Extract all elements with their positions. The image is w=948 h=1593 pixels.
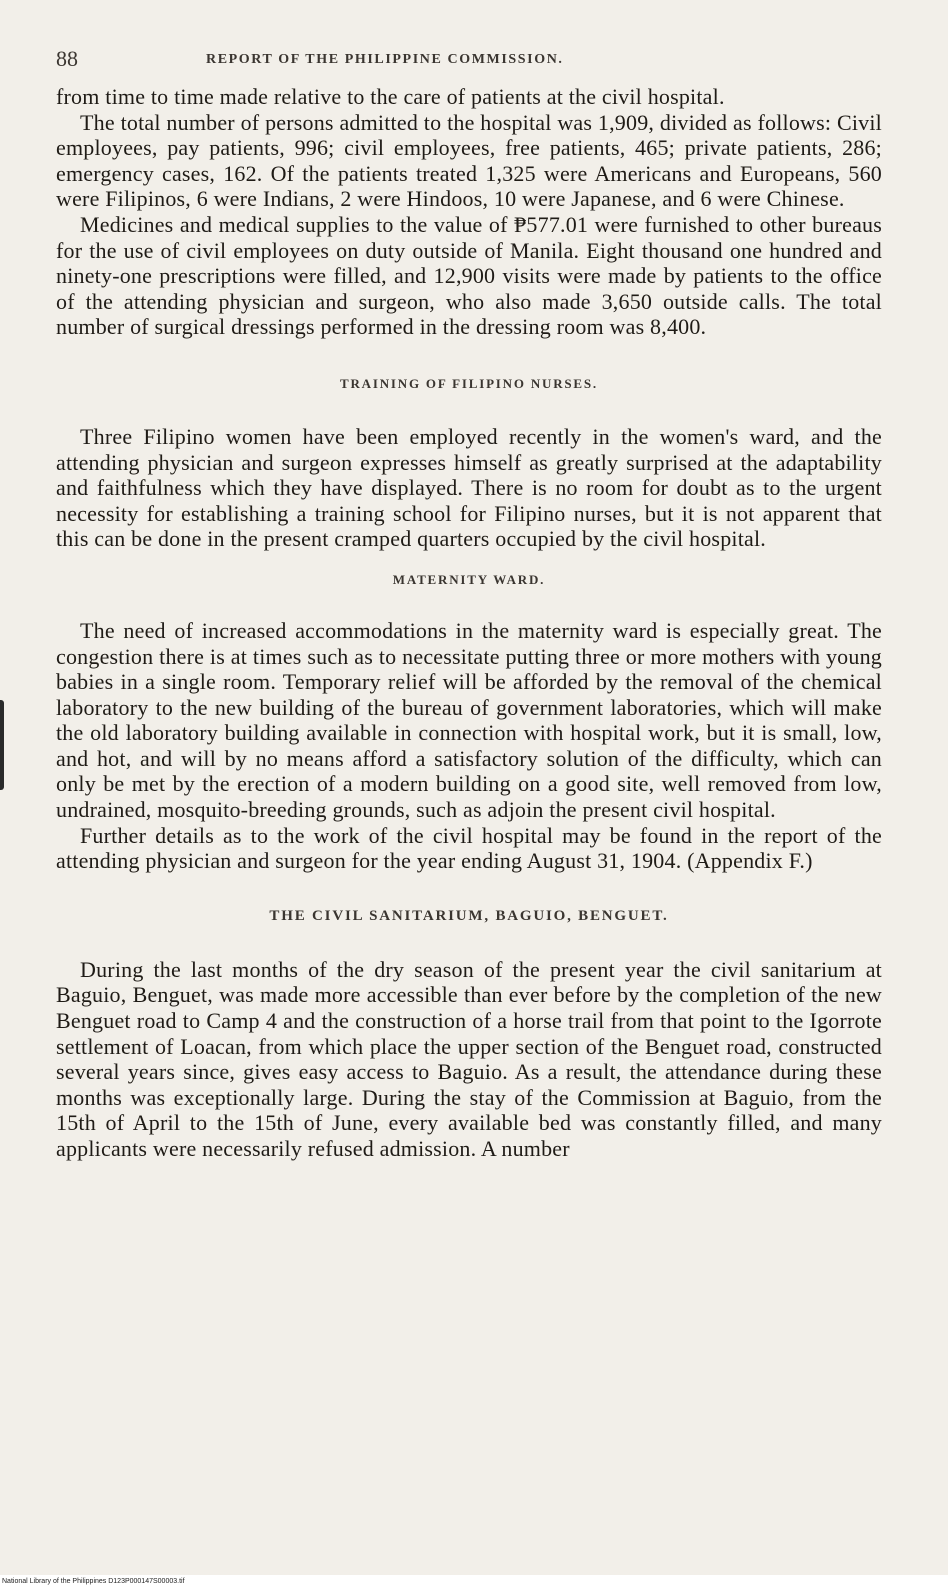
page-content [56,46,882,1162]
paragraph-continued: from time to time made relative to the care of patients at the civil hospital. [56,84,725,109]
scan-edge-shadow [0,700,4,790]
paragraph-civil-sanitarium: During the last months of the dry season of the present year the civil sanitarium at Baguio, Benguet, was made more accessible than ever before by the completion of the new Benguet road to Camp 4 and the construction of a horse trail from that point to the Igorrote settlement of Loacan, from which place the upper section of the Benguet road, constructed several years since, gives easy access to Baguio. As a result, the attendance during these months was exceptionally large. During the stay of the Commission at Baguio, from the 15th of April to the 15th of June, every available bed was constantly filled, and many applicants were necessarily refused admission. A number [56,956,882,1161]
heading-civil-sanitarium: THE CIVIL SANITARIUM, BAGUIO, BENGUET. [269,907,669,924]
paragraph-maternity-ward: The need of increased accommodations in the maternity ward is especially great. The congestion there is at times such as to necessitate putting three or more mothers with young babies in a single room. Temporary relief will be afforded by the removal of the chemical laboratory to the new building of the bureau of government laboratories, which will make the old laboratory building available in connection with hospital work, but it is small, low, and hot, and will by no means afford a satisfactory solution of the difficulty, which can only be met by the erection of a modern building on a good site, well removed from low, undrained, mosquito-breeding grounds, such as adjoin the present civil hospital. [56,617,882,823]
running-title: REPORT OF THE PHILIPPINE COMMISSION. [206,52,564,67]
paragraph-admissions: The total number of persons admitted to the hospital was 1,909, divided as follows: Civil employees, pay patients, 996; civil employees, free patients, 465; private patients, 286; emergency cases, 162. Of the patients treated 1,325 were Americans and Europeans, 560 were Filipinos, 6 were Indians, 2 were Hindoos, 10 were Japanese, and 6 were Chinese. [56,109,882,212]
page-number: 88 [56,46,78,71]
heading-maternity-ward: MATERNITY WARD. [392,571,546,587]
heading-training-nurses: TRAINING OF FILIPINO NURSES. [340,375,598,391]
paragraph-training-nurses: Three Filipino women have been employed recently in the women's ward, and the attending physician and surgeon expresses himself as greatly surprised at the adaptability and faithfulness which they have displayed. There is no room for doubt as to the urgent necessity for establishing a training school for Filipino nurses, but it is not apparent that this can be done in the present cramped quarters occupied by the civil hospital. [56,423,882,552]
paragraph-further-details: Further details as to the work of the civil hospital may be found in the report of the attending physician and surgeon for the year ending August 31, 1904. (Appendix F.) [56,822,882,874]
paragraph-medicines: Medicines and medical supplies to the value of ₱577.01 were furnished to other bureaus for the use of civil employees on duty outside of Manila. Eight thousand one hundred and ninety-one prescriptions were filled, and 12,900 visits were made by patients to the office of the attending physician and surgeon, who also made 3,650 outside calls. The total number of surgical dressings performed in the dressing room was 8,400. [56,211,882,340]
running-head [56,46,882,76]
scan-credit: National Library of the Philippines D123P000147S00003.tif [2,1578,185,1585]
